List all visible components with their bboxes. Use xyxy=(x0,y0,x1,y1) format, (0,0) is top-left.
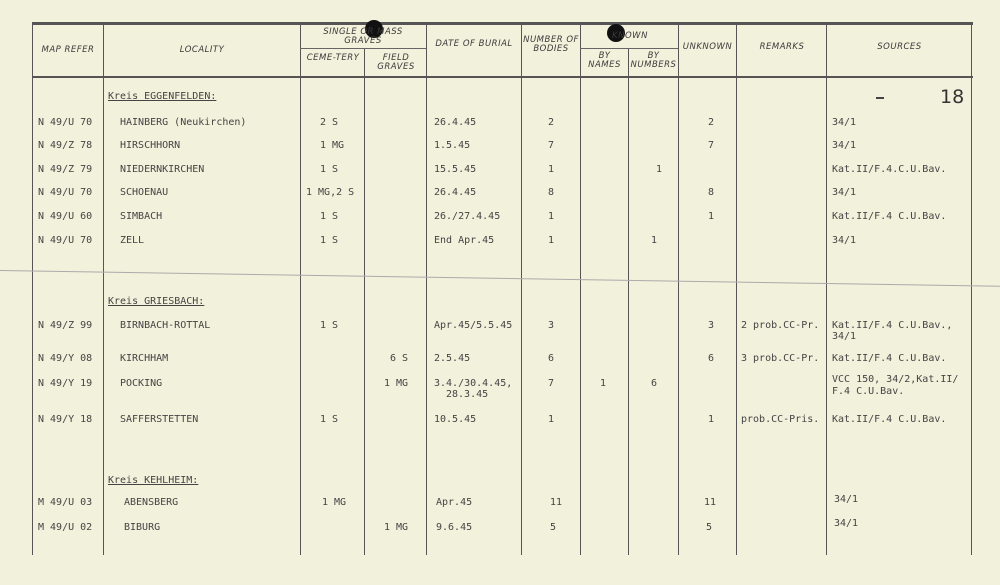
cemetery-graves: 1 S xyxy=(320,320,339,331)
locality: SAFFERSTETTEN xyxy=(120,414,199,425)
section-title: Kreis KEHLHEIM: xyxy=(108,475,199,486)
map-reference: N 49/Y 19 xyxy=(38,378,93,389)
burial-date: 26.4.45 xyxy=(434,117,477,128)
field-graves: 6 S xyxy=(390,353,409,364)
page-number: 18 xyxy=(940,86,965,108)
header-by-numbers: BY NUMBERS xyxy=(630,51,677,70)
body-count: 7 xyxy=(548,140,555,151)
sources: 34/1 xyxy=(834,518,859,529)
body-count: 2 xyxy=(548,117,555,128)
map-reference: N 49/Z 79 xyxy=(38,164,93,175)
page-dash xyxy=(876,97,884,99)
unknown-count: 3 xyxy=(708,320,715,331)
column-divider xyxy=(628,48,629,555)
remarks: 2 prob.CC-Pr. xyxy=(741,320,820,331)
locality: SCHOENAU xyxy=(120,187,169,198)
column-divider xyxy=(300,25,301,555)
header-cemetery: CEME-TERY xyxy=(306,53,360,63)
column-divider xyxy=(32,25,33,555)
burial-date: 9.6.45 xyxy=(436,522,473,533)
unknown-count: 2 xyxy=(708,117,715,128)
burial-date-continued: 28.3.45 xyxy=(446,389,489,400)
map-reference: N 49/U 70 xyxy=(38,187,93,198)
column-divider xyxy=(364,48,365,555)
burial-date: Apr.45/5.5.45 xyxy=(434,320,513,331)
known-by-names: 1 xyxy=(600,378,607,389)
cemetery-graves: 1 MG xyxy=(322,497,347,508)
header-locality: LOCALITY xyxy=(179,45,225,55)
header-field-graves: FIELD GRAVES xyxy=(377,53,415,72)
map-reference: N 49/U 60 xyxy=(38,211,93,222)
column-divider xyxy=(426,25,427,555)
sources: VCC 150, 34/2,Kat.II/ xyxy=(832,374,959,385)
cemetery-graves: 1 S xyxy=(320,211,339,222)
unknown-count: 11 xyxy=(704,497,717,508)
sources-continued: F.4 C.U.Bav. xyxy=(832,386,905,397)
burial-date: 2.5.45 xyxy=(434,353,471,364)
body-count: 5 xyxy=(550,522,557,533)
header-single-mass-graves: SINGLE OR MASS GRAVES xyxy=(323,27,403,46)
remarks: 3 prob.CC-Pr. xyxy=(741,353,820,364)
section-title: Kreis GRIESBACH: xyxy=(108,296,205,307)
burial-date: 3.4./30.4.45, xyxy=(434,378,513,389)
unknown-count: 8 xyxy=(708,187,715,198)
header-rule xyxy=(32,76,973,78)
unknown-count: 1 xyxy=(708,211,715,222)
map-reference: N 49/Z 78 xyxy=(38,140,93,151)
sources: Kat.II/F.4 C.U.Bav. xyxy=(832,414,947,425)
locality: HIRSCHHORN xyxy=(120,140,181,151)
body-count: 8 xyxy=(548,187,555,198)
header-remarks: REMARKS xyxy=(759,42,805,52)
body-count: 1 xyxy=(548,414,555,425)
cemetery-graves: 1 S xyxy=(320,235,339,246)
section-title: Kreis EGGENFELDEN: xyxy=(108,91,217,102)
known-by-numbers: 1 xyxy=(656,164,663,175)
burial-date: Apr.45 xyxy=(436,497,473,508)
header-date-of-burial: DATE OF BURIAL xyxy=(435,39,513,49)
known-by-numbers: 1 xyxy=(651,235,658,246)
locality: ABENSBERG xyxy=(124,497,179,508)
field-graves: 1 MG xyxy=(384,378,409,389)
body-count: 3 xyxy=(548,320,555,331)
body-count: 6 xyxy=(548,353,555,364)
cemetery-graves: 1 MG,2 S xyxy=(306,187,355,198)
locality: ZELL xyxy=(120,235,145,246)
header-subdivider xyxy=(300,48,426,49)
cemetery-graves: 1 MG xyxy=(320,140,345,151)
sources: 34/1 xyxy=(832,187,857,198)
sources: 34/1 xyxy=(832,117,857,128)
known-by-numbers: 6 xyxy=(651,378,658,389)
header-by-names: BY NAMES xyxy=(588,51,621,70)
cemetery-graves: 1 S xyxy=(320,414,339,425)
cemetery-graves: 2 S xyxy=(320,117,339,128)
body-count: 1 xyxy=(548,235,555,246)
body-count: 1 xyxy=(548,211,555,222)
column-divider xyxy=(678,25,679,555)
cemetery-graves: 1 S xyxy=(320,164,339,175)
map-reference: N 49/Y 08 xyxy=(38,353,93,364)
column-divider xyxy=(826,25,827,555)
remarks: prob.CC-Pris. xyxy=(741,414,820,425)
column-divider xyxy=(103,25,104,555)
header-unknown: UNKNOWN xyxy=(682,42,733,52)
sources-continued: 34/1 xyxy=(832,331,857,342)
column-divider xyxy=(580,25,581,555)
sources: Kat.II/F.4 C.U.Bav. xyxy=(832,211,947,222)
burial-date: 15.5.45 xyxy=(434,164,477,175)
burial-date: End Apr.45 xyxy=(434,235,495,246)
body-count: 7 xyxy=(548,378,555,389)
column-divider xyxy=(971,25,972,555)
header-known: KNOWN xyxy=(612,31,648,41)
unknown-count: 7 xyxy=(708,140,715,151)
sources: 34/1 xyxy=(832,235,857,246)
burial-date: 10.5.45 xyxy=(434,414,477,425)
sources: Kat.II/F.4 C.U.Bav. xyxy=(832,353,947,364)
map-reference: N 49/U 70 xyxy=(38,235,93,246)
sources: 34/1 xyxy=(834,494,859,505)
map-reference: N 49/Y 18 xyxy=(38,414,93,425)
locality: BIBURG xyxy=(124,522,161,533)
locality: BIRNBACH-ROTTAL xyxy=(120,320,211,331)
header-map-refer: MAP REFER xyxy=(41,45,95,55)
field-graves: 1 MG xyxy=(384,522,409,533)
burial-date: 26.4.45 xyxy=(434,187,477,198)
column-divider xyxy=(521,25,522,555)
body-count: 11 xyxy=(550,497,563,508)
unknown-count: 5 xyxy=(706,522,713,533)
sources: Kat.II/F.4 C.U.Bav., xyxy=(832,320,953,331)
map-reference: M 49/U 03 xyxy=(38,497,93,508)
locality: SIMBACH xyxy=(120,211,163,222)
unknown-count: 1 xyxy=(708,414,715,425)
locality: POCKING xyxy=(120,378,163,389)
map-reference: N 49/U 70 xyxy=(38,117,93,128)
sources: 34/1 xyxy=(832,140,857,151)
header-subdivider xyxy=(580,48,678,49)
locality: KIRCHHAM xyxy=(120,353,169,364)
locality: NIEDERNKIRCHEN xyxy=(120,164,205,175)
unknown-count: 6 xyxy=(708,353,715,364)
burial-date: 1.5.45 xyxy=(434,140,471,151)
locality: HAINBERG (Neukirchen) xyxy=(120,117,247,128)
burial-date: 26./27.4.45 xyxy=(434,211,501,222)
body-count: 1 xyxy=(548,164,555,175)
header-number-of-bodies: NUMBER OF BODIES xyxy=(523,35,579,54)
sources: Kat.II/F.4.C.U.Bav. xyxy=(832,164,947,175)
header-sources: SOURCES xyxy=(877,42,922,52)
map-reference: N 49/Z 99 xyxy=(38,320,93,331)
map-reference: M 49/U 02 xyxy=(38,522,93,533)
column-divider xyxy=(736,25,737,555)
